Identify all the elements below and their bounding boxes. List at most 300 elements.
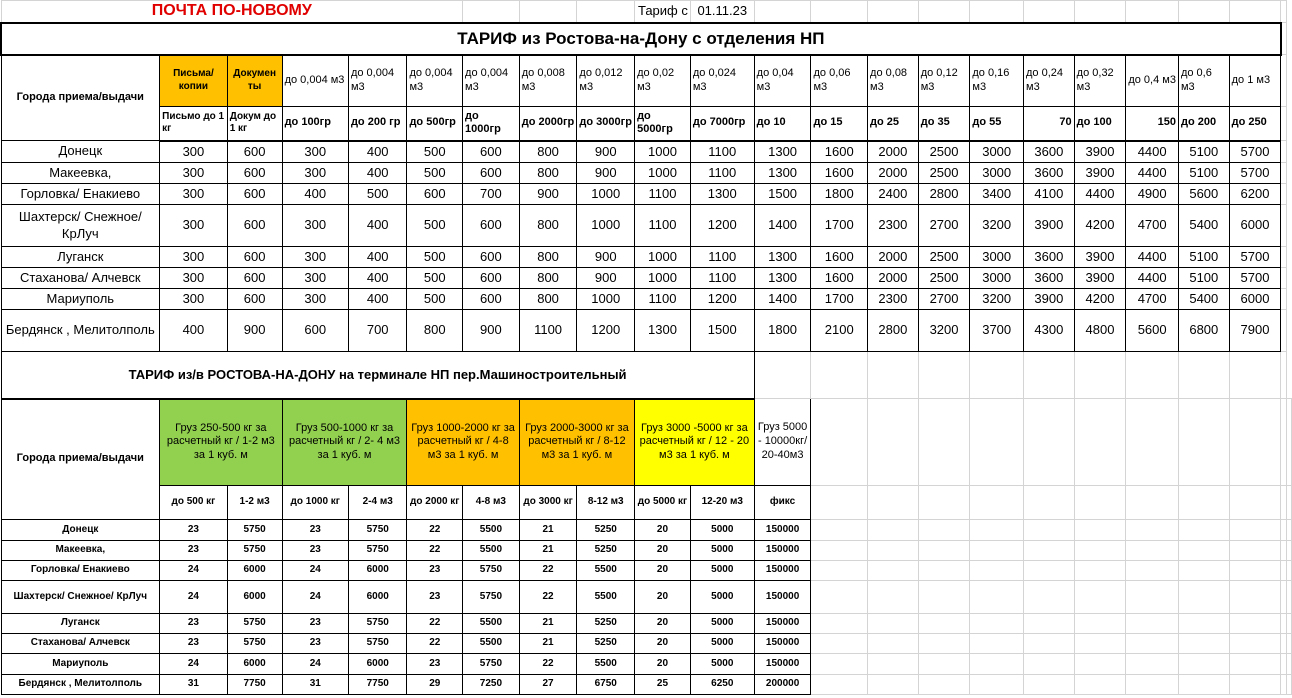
empty-cell[interactable] xyxy=(1024,614,1075,634)
cargo-sub-header[interactable]: 8-12 м3 xyxy=(577,486,635,520)
empty-cell[interactable] xyxy=(1229,486,1281,520)
tariff-value[interactable]: 3000 xyxy=(970,247,1024,268)
weight-header[interactable]: 70 xyxy=(1024,107,1075,141)
cargo-tariff-value[interactable]: 5750 xyxy=(348,520,407,541)
tariff-value[interactable]: 500 xyxy=(407,163,463,184)
cargo-tariff-value[interactable]: 5500 xyxy=(463,520,520,541)
tariff-value[interactable]: 3000 xyxy=(970,163,1024,184)
tariff-value[interactable]: 400 xyxy=(348,268,407,289)
tariff-value[interactable]: 600 xyxy=(227,141,282,163)
tariff-value[interactable]: 2500 xyxy=(918,163,970,184)
tariff-value[interactable]: 400 xyxy=(348,141,407,163)
volume-header[interactable]: до 1 м3 xyxy=(1229,55,1281,107)
tariff-value[interactable]: 5700 xyxy=(1229,268,1281,289)
cargo-tariff-value[interactable]: 24 xyxy=(160,561,228,581)
volume-header[interactable]: до 0,6 м3 xyxy=(1178,55,1229,107)
volume-header[interactable]: до 0,04 м3 xyxy=(754,55,811,107)
empty-cell[interactable] xyxy=(1281,205,1287,247)
empty-cell[interactable] xyxy=(811,634,868,654)
cargo-tariff-value[interactable]: 23 xyxy=(282,614,348,634)
cargo-sub-header[interactable]: фикс xyxy=(754,486,811,520)
cargo-tariff-value[interactable]: 23 xyxy=(160,614,228,634)
cargo-tariff-value[interactable]: 20 xyxy=(635,520,691,541)
empty-cell[interactable] xyxy=(1024,486,1075,520)
tariff-value[interactable]: 5700 xyxy=(1229,141,1281,163)
tariff-value[interactable]: 1200 xyxy=(690,205,754,247)
empty-cell[interactable] xyxy=(868,1,919,23)
empty-cell[interactable] xyxy=(918,1,970,23)
tariff-value[interactable]: 600 xyxy=(463,247,520,268)
empty-cell[interactable] xyxy=(1178,352,1229,399)
tariff-value[interactable]: 300 xyxy=(160,184,228,205)
empty-cell[interactable] xyxy=(1281,141,1287,163)
empty-cell[interactable] xyxy=(1281,23,1287,55)
city-name[interactable]: Горловка/ Енакиево xyxy=(1,184,160,205)
empty-cell[interactable] xyxy=(577,1,635,23)
tariff-value[interactable]: 5400 xyxy=(1178,205,1229,247)
empty-cell[interactable] xyxy=(811,399,868,486)
cargo-tariff-value[interactable]: 23 xyxy=(160,541,228,561)
empty-cell[interactable] xyxy=(970,634,1024,654)
cargo-tariff-value[interactable]: 20 xyxy=(635,581,691,614)
empty-cell[interactable] xyxy=(970,654,1024,675)
empty-cell[interactable] xyxy=(811,614,868,634)
tariff-value[interactable]: 800 xyxy=(407,310,463,352)
empty-cell[interactable] xyxy=(918,581,970,614)
tariff-value[interactable]: 1000 xyxy=(577,184,635,205)
city-name[interactable]: Луганск xyxy=(1,614,160,634)
city-name[interactable]: Донецк xyxy=(1,520,160,541)
empty-cell[interactable] xyxy=(1074,399,1126,486)
brand-title[interactable]: ПОЧТА ПО-НОВОМУ xyxy=(1,1,463,23)
empty-cell[interactable] xyxy=(918,614,970,634)
empty-cell[interactable] xyxy=(970,541,1024,561)
tariff-value[interactable]: 1000 xyxy=(635,247,691,268)
weight-header[interactable]: до 100 xyxy=(1074,107,1126,141)
cargo-tariff-value[interactable]: 5750 xyxy=(227,614,282,634)
cargo-tariff-value[interactable]: 5750 xyxy=(463,654,520,675)
tariff-value[interactable]: 3900 xyxy=(1074,247,1126,268)
cargo-tariff-value[interactable]: 5250 xyxy=(577,614,635,634)
cargo-tariff-value[interactable]: 5000 xyxy=(690,654,754,675)
empty-cell[interactable] xyxy=(970,614,1024,634)
empty-cell[interactable] xyxy=(868,654,919,675)
weight-header[interactable]: до 100гр xyxy=(282,107,348,141)
empty-cell[interactable] xyxy=(868,399,919,486)
tariff-value[interactable]: 800 xyxy=(519,268,577,289)
city-name[interactable]: Мариуполь xyxy=(1,654,160,675)
empty-cell[interactable] xyxy=(1229,399,1281,486)
city-column-header[interactable]: Города приема/выдачи xyxy=(1,55,160,141)
empty-cell[interactable] xyxy=(868,541,919,561)
empty-cell[interactable] xyxy=(1178,581,1229,614)
empty-cell[interactable] xyxy=(868,675,919,695)
empty-cell[interactable] xyxy=(1024,675,1075,695)
cargo-tariff-value[interactable]: 31 xyxy=(282,675,348,695)
weight-header[interactable]: до 25 xyxy=(868,107,919,141)
tariff-value[interactable]: 4800 xyxy=(1074,310,1126,352)
empty-cell[interactable] xyxy=(1281,352,1287,399)
cargo-tariff-value[interactable]: 150000 xyxy=(754,541,811,561)
cargo-tariff-value[interactable]: 24 xyxy=(160,581,228,614)
tariff-value[interactable]: 1100 xyxy=(635,184,691,205)
tariff-value[interactable]: 1400 xyxy=(754,289,811,310)
empty-cell[interactable] xyxy=(1126,486,1179,520)
weight-header[interactable]: до 15 xyxy=(811,107,868,141)
tariff-value[interactable]: 7900 xyxy=(1229,310,1281,352)
tariff-value[interactable]: 1600 xyxy=(811,163,868,184)
tariff-value[interactable]: 900 xyxy=(577,268,635,289)
cargo-sub-header[interactable]: до 3000 кг xyxy=(519,486,577,520)
tariff-value[interactable]: 3200 xyxy=(970,205,1024,247)
tariff-value[interactable]: 5700 xyxy=(1229,247,1281,268)
empty-cell[interactable] xyxy=(1126,614,1179,634)
bottom-table-title[interactable]: ТАРИФ из/в РОСТОВА-НА-ДОНУ на терминале НП пер.Машиностроительный xyxy=(1,352,754,399)
empty-cell[interactable] xyxy=(970,1,1024,23)
empty-cell[interactable] xyxy=(519,1,577,23)
tariff-value[interactable]: 600 xyxy=(227,205,282,247)
empty-cell[interactable] xyxy=(1178,614,1229,634)
cargo-tariff-value[interactable]: 5750 xyxy=(463,561,520,581)
cargo-tariff-value[interactable]: 23 xyxy=(407,581,463,614)
tariff-value[interactable]: 5100 xyxy=(1178,268,1229,289)
empty-cell[interactable] xyxy=(1281,247,1287,268)
empty-cell[interactable] xyxy=(1126,634,1179,654)
cargo-tariff-value[interactable]: 22 xyxy=(407,634,463,654)
city-name[interactable]: Бердянск , Мелитолполь xyxy=(1,310,160,352)
empty-cell[interactable] xyxy=(918,654,970,675)
empty-cell[interactable] xyxy=(1229,561,1281,581)
cargo-tariff-value[interactable]: 150000 xyxy=(754,614,811,634)
cargo-tariff-value[interactable]: 150000 xyxy=(754,654,811,675)
tariff-from-label[interactable]: Тариф с xyxy=(635,1,691,23)
tariff-value[interactable]: 700 xyxy=(348,310,407,352)
cargo-sub-header[interactable]: до 2000 кг xyxy=(407,486,463,520)
empty-cell[interactable] xyxy=(1178,634,1229,654)
weight-header[interactable]: Докум до 1 кг xyxy=(227,107,282,141)
tariff-value[interactable]: 5100 xyxy=(1178,163,1229,184)
empty-cell[interactable] xyxy=(868,561,919,581)
tariff-value[interactable]: 500 xyxy=(407,268,463,289)
tariff-value[interactable]: 2800 xyxy=(868,310,919,352)
tariff-value[interactable]: 1100 xyxy=(690,163,754,184)
empty-cell[interactable] xyxy=(1229,634,1281,654)
cargo-tariff-value[interactable]: 6000 xyxy=(348,654,407,675)
cargo-tariff-value[interactable]: 5000 xyxy=(690,561,754,581)
cargo-group-header[interactable]: Груз 250-500 кг за расчетный кг / 1-2 м3 за 1 куб. м xyxy=(160,399,282,486)
empty-cell[interactable] xyxy=(1074,1,1126,23)
tariff-value[interactable]: 600 xyxy=(227,268,282,289)
cargo-tariff-value[interactable]: 5250 xyxy=(577,520,635,541)
empty-cell[interactable] xyxy=(811,561,868,581)
tariff-value[interactable]: 3000 xyxy=(970,141,1024,163)
tariff-value[interactable]: 5700 xyxy=(1229,163,1281,184)
tariff-value[interactable]: 1100 xyxy=(690,268,754,289)
tariff-value[interactable]: 1000 xyxy=(577,289,635,310)
tariff-value[interactable]: 300 xyxy=(282,141,348,163)
empty-cell[interactable] xyxy=(1024,581,1075,614)
tariff-value[interactable]: 2000 xyxy=(868,268,919,289)
cargo-tariff-value[interactable]: 5750 xyxy=(227,520,282,541)
empty-cell[interactable] xyxy=(1287,675,1292,695)
cargo-tariff-value[interactable]: 6750 xyxy=(577,675,635,695)
empty-cell[interactable] xyxy=(1178,399,1229,486)
tariff-value[interactable]: 900 xyxy=(463,310,520,352)
empty-cell[interactable] xyxy=(1287,654,1292,675)
weight-header[interactable]: до 250 xyxy=(1229,107,1281,141)
cargo-tariff-value[interactable]: 20 xyxy=(635,614,691,634)
cargo-tariff-value[interactable]: 24 xyxy=(282,561,348,581)
volume-header[interactable]: до 0,024 м3 xyxy=(690,55,754,107)
empty-cell[interactable] xyxy=(868,581,919,614)
volume-header[interactable]: до 0,004 м3 xyxy=(282,55,348,107)
tariff-value[interactable]: 2000 xyxy=(868,247,919,268)
cargo-sub-header[interactable]: 1-2 м3 xyxy=(227,486,282,520)
empty-cell[interactable] xyxy=(1024,399,1075,486)
tariff-value[interactable]: 600 xyxy=(227,247,282,268)
empty-cell[interactable] xyxy=(811,352,868,399)
empty-cell[interactable] xyxy=(1229,352,1281,399)
tariff-value[interactable]: 1600 xyxy=(811,247,868,268)
volume-header[interactable]: до 0,004 м3 xyxy=(407,55,463,107)
tariff-value[interactable]: 2000 xyxy=(868,141,919,163)
cargo-tariff-value[interactable]: 6250 xyxy=(690,675,754,695)
empty-cell[interactable] xyxy=(970,581,1024,614)
cargo-tariff-value[interactable]: 31 xyxy=(160,675,228,695)
cargo-tariff-value[interactable]: 6000 xyxy=(227,581,282,614)
empty-cell[interactable] xyxy=(1229,675,1281,695)
tariff-value[interactable]: 4400 xyxy=(1126,163,1179,184)
empty-cell[interactable] xyxy=(970,399,1024,486)
tariff-value[interactable]: 600 xyxy=(463,289,520,310)
tariff-value[interactable]: 3200 xyxy=(918,310,970,352)
volume-header[interactable]: до 0,004 м3 xyxy=(348,55,407,107)
tariff-value[interactable]: 1800 xyxy=(754,310,811,352)
cargo-tariff-value[interactable]: 6000 xyxy=(348,581,407,614)
empty-cell[interactable] xyxy=(1126,675,1179,695)
tariff-value[interactable]: 2700 xyxy=(918,289,970,310)
tariff-value[interactable]: 4100 xyxy=(1024,184,1075,205)
tariff-value[interactable]: 4300 xyxy=(1024,310,1075,352)
empty-cell[interactable] xyxy=(1287,614,1292,634)
empty-cell[interactable] xyxy=(1229,1,1281,23)
cargo-tariff-value[interactable]: 7250 xyxy=(463,675,520,695)
tariff-value[interactable]: 3600 xyxy=(1024,247,1075,268)
tariff-value[interactable]: 700 xyxy=(463,184,520,205)
empty-cell[interactable] xyxy=(918,561,970,581)
tariff-value[interactable]: 800 xyxy=(519,163,577,184)
cargo-sub-header[interactable]: до 1000 кг xyxy=(282,486,348,520)
cargo-tariff-value[interactable]: 7750 xyxy=(227,675,282,695)
tariff-value[interactable]: 300 xyxy=(282,289,348,310)
empty-cell[interactable] xyxy=(918,520,970,541)
cargo-tariff-value[interactable]: 21 xyxy=(519,614,577,634)
cargo-tariff-value[interactable]: 150000 xyxy=(754,561,811,581)
empty-cell[interactable] xyxy=(811,486,868,520)
cargo-tariff-value[interactable]: 5750 xyxy=(463,581,520,614)
tariff-value[interactable]: 600 xyxy=(463,205,520,247)
tariff-value[interactable]: 3600 xyxy=(1024,141,1075,163)
empty-cell[interactable] xyxy=(1024,352,1075,399)
cargo-tariff-value[interactable]: 25 xyxy=(635,675,691,695)
empty-cell[interactable] xyxy=(1074,352,1126,399)
tariff-value[interactable]: 1700 xyxy=(811,205,868,247)
empty-cell[interactable] xyxy=(918,541,970,561)
empty-cell[interactable] xyxy=(1229,520,1281,541)
volume-header[interactable]: до 0,32 м3 xyxy=(1074,55,1126,107)
tariff-value[interactable]: 4400 xyxy=(1126,268,1179,289)
cargo-group-header[interactable]: Груз 500-1000 кг за расчетный кг / 2- 4 м3 за 1 куб. м xyxy=(282,399,407,486)
tariff-value[interactable]: 1000 xyxy=(635,163,691,184)
cargo-tariff-value[interactable]: 150000 xyxy=(754,581,811,614)
tariff-value[interactable]: 1200 xyxy=(690,289,754,310)
weight-header[interactable]: до 1000гр xyxy=(463,107,520,141)
empty-cell[interactable] xyxy=(811,675,868,695)
cargo-tariff-value[interactable]: 20 xyxy=(635,541,691,561)
tariff-value[interactable]: 600 xyxy=(407,184,463,205)
volume-header[interactable]: Докумен ты xyxy=(227,55,282,107)
cargo-tariff-value[interactable]: 5750 xyxy=(227,634,282,654)
tariff-value[interactable]: 4900 xyxy=(1126,184,1179,205)
tariff-value[interactable]: 600 xyxy=(227,163,282,184)
tariff-value[interactable]: 3400 xyxy=(970,184,1024,205)
tariff-value[interactable]: 3900 xyxy=(1024,205,1075,247)
cargo-tariff-value[interactable]: 24 xyxy=(282,581,348,614)
cargo-tariff-value[interactable]: 23 xyxy=(282,520,348,541)
empty-cell[interactable] xyxy=(918,352,970,399)
cargo-tariff-value[interactable]: 5000 xyxy=(690,581,754,614)
empty-cell[interactable] xyxy=(1287,634,1292,654)
tariff-value[interactable]: 600 xyxy=(227,184,282,205)
tariff-value[interactable]: 1800 xyxy=(811,184,868,205)
cargo-tariff-value[interactable]: 5250 xyxy=(577,541,635,561)
cargo-tariff-value[interactable]: 150000 xyxy=(754,634,811,654)
tariff-value[interactable]: 900 xyxy=(577,247,635,268)
tariff-value[interactable]: 600 xyxy=(227,289,282,310)
weight-header[interactable]: до 55 xyxy=(970,107,1024,141)
tariff-value[interactable]: 2000 xyxy=(868,163,919,184)
empty-cell[interactable] xyxy=(1178,675,1229,695)
tariff-value[interactable]: 1000 xyxy=(577,205,635,247)
volume-header[interactable]: до 0,4 м3 xyxy=(1126,55,1179,107)
tariff-value[interactable]: 300 xyxy=(160,163,228,184)
empty-cell[interactable] xyxy=(1287,399,1292,486)
tariff-value[interactable]: 300 xyxy=(282,247,348,268)
empty-cell[interactable] xyxy=(1281,268,1287,289)
empty-cell[interactable] xyxy=(1126,561,1179,581)
tariff-value[interactable]: 600 xyxy=(463,268,520,289)
cargo-tariff-value[interactable]: 5500 xyxy=(577,561,635,581)
empty-cell[interactable] xyxy=(970,675,1024,695)
top-table-title[interactable]: ТАРИФ из Ростова-на-Дону с отделения НП xyxy=(1,23,1281,55)
tariff-value[interactable]: 3600 xyxy=(1024,163,1075,184)
empty-cell[interactable] xyxy=(1074,634,1126,654)
cargo-group-header[interactable]: Груз 5000 - 10000кг/ 20-40м3 xyxy=(754,399,811,486)
tariff-value[interactable]: 500 xyxy=(407,205,463,247)
tariff-value[interactable]: 500 xyxy=(348,184,407,205)
tariff-value[interactable]: 3200 xyxy=(970,289,1024,310)
tariff-value[interactable]: 3000 xyxy=(970,268,1024,289)
empty-cell[interactable] xyxy=(811,654,868,675)
tariff-value[interactable]: 900 xyxy=(519,184,577,205)
volume-header[interactable]: до 0,008 м3 xyxy=(519,55,577,107)
empty-cell[interactable] xyxy=(1024,654,1075,675)
empty-cell[interactable] xyxy=(1024,520,1075,541)
empty-cell[interactable] xyxy=(1126,1,1179,23)
weight-header[interactable]: до 500гр xyxy=(407,107,463,141)
weight-header[interactable]: до 7000гр xyxy=(690,107,754,141)
tariff-value[interactable]: 900 xyxy=(227,310,282,352)
empty-cell[interactable] xyxy=(918,399,970,486)
tariff-value[interactable]: 1400 xyxy=(754,205,811,247)
cargo-tariff-value[interactable]: 5750 xyxy=(227,541,282,561)
tariff-value[interactable]: 500 xyxy=(407,141,463,163)
cargo-group-header[interactable]: Груз 3000 -5000 кг за расчетный кг / 12 - 20 м3 за 1 куб. м xyxy=(635,399,755,486)
tariff-value[interactable]: 6800 xyxy=(1178,310,1229,352)
tariff-value[interactable]: 1500 xyxy=(690,310,754,352)
tariff-value[interactable]: 600 xyxy=(463,163,520,184)
tariff-value[interactable]: 2500 xyxy=(918,141,970,163)
tariff-value[interactable]: 4400 xyxy=(1126,141,1179,163)
tariff-value[interactable]: 5100 xyxy=(1178,141,1229,163)
empty-cell[interactable] xyxy=(1126,581,1179,614)
tariff-value[interactable]: 300 xyxy=(160,289,228,310)
empty-cell[interactable] xyxy=(1287,541,1292,561)
tariff-value[interactable]: 3900 xyxy=(1074,163,1126,184)
tariff-value[interactable]: 400 xyxy=(348,289,407,310)
empty-cell[interactable] xyxy=(918,634,970,654)
tariff-value[interactable]: 2700 xyxy=(918,205,970,247)
empty-cell[interactable] xyxy=(754,352,811,399)
city-name[interactable]: Мариуполь xyxy=(1,289,160,310)
tariff-value[interactable]: 800 xyxy=(519,205,577,247)
cargo-tariff-value[interactable]: 7750 xyxy=(348,675,407,695)
tariff-value[interactable]: 300 xyxy=(160,141,228,163)
cargo-tariff-value[interactable]: 5500 xyxy=(463,634,520,654)
empty-cell[interactable] xyxy=(970,352,1024,399)
empty-cell[interactable] xyxy=(918,675,970,695)
tariff-value[interactable]: 1300 xyxy=(690,184,754,205)
tariff-value[interactable]: 1300 xyxy=(635,310,691,352)
cargo-tariff-value[interactable]: 22 xyxy=(407,520,463,541)
empty-cell[interactable] xyxy=(1074,520,1126,541)
tariff-value[interactable]: 2100 xyxy=(811,310,868,352)
cargo-tariff-value[interactable]: 5500 xyxy=(463,541,520,561)
cargo-tariff-value[interactable]: 27 xyxy=(519,675,577,695)
tariff-value[interactable]: 600 xyxy=(463,141,520,163)
empty-cell[interactable] xyxy=(1024,634,1075,654)
cargo-group-header[interactable]: Груз 1000-2000 кг за расчетный кг / 4-8 м3 за 1 куб. м xyxy=(407,399,519,486)
city-column-header[interactable]: Города приема/выдачи xyxy=(1,399,160,520)
cargo-tariff-value[interactable]: 21 xyxy=(519,634,577,654)
tariff-value[interactable]: 4700 xyxy=(1126,205,1179,247)
cargo-tariff-value[interactable]: 24 xyxy=(282,654,348,675)
empty-cell[interactable] xyxy=(811,520,868,541)
tariff-value[interactable]: 500 xyxy=(407,247,463,268)
tariff-value[interactable]: 2400 xyxy=(868,184,919,205)
volume-header[interactable]: до 0,24 м3 xyxy=(1024,55,1075,107)
tariff-value[interactable]: 3600 xyxy=(1024,268,1075,289)
cargo-tariff-value[interactable]: 22 xyxy=(519,654,577,675)
cargo-tariff-value[interactable]: 5000 xyxy=(690,541,754,561)
tariff-value[interactable]: 4200 xyxy=(1074,289,1126,310)
tariff-value[interactable]: 1000 xyxy=(635,141,691,163)
empty-cell[interactable] xyxy=(1281,1,1287,23)
empty-cell[interactable] xyxy=(1281,310,1287,352)
tariff-value[interactable]: 1500 xyxy=(754,184,811,205)
tariff-value[interactable]: 500 xyxy=(407,289,463,310)
empty-cell[interactable] xyxy=(1074,654,1126,675)
